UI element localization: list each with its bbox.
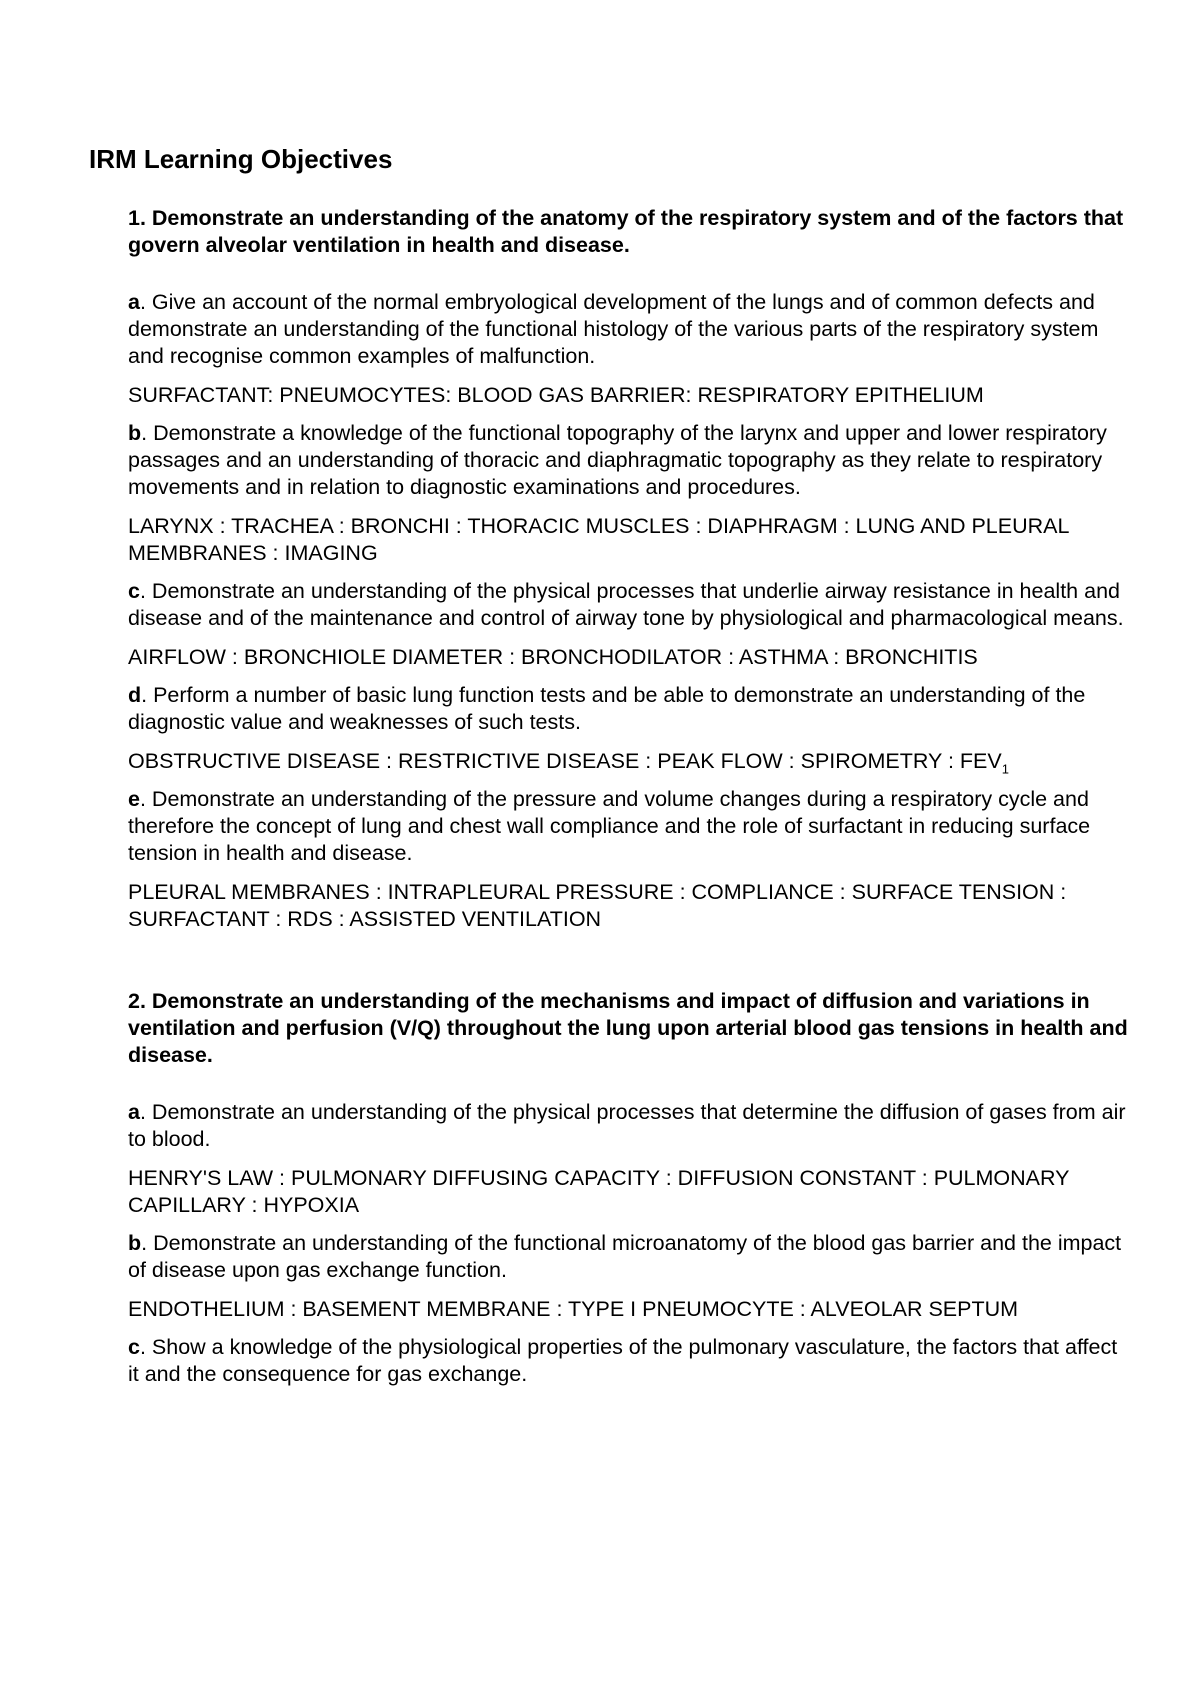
objective-section-2 (128, 988, 1128, 1388)
objective-2a-text (128, 1099, 1128, 1153)
objective-1c-keywords: AIRFLOW : BRONCHIOLE DIAMETER : BRONCHODILATOR : ASTHMA : BRONCHITIS (128, 645, 978, 669)
objective-2b-keywords: ENDOTHELIUM : BASEMENT MEMBRANE : TYPE I PNEUMOCYTE : ALVEOLAR SEPTUM (128, 1297, 1019, 1321)
item-text: . Demonstrate a knowledge of the functional topography of the larynx and upper and lower respiratory passages and an understanding of thoracic and diaphragmatic topography as they relate to respiratory movements and in relation to diagnostic examinations and procedures. (128, 421, 1107, 499)
objective-heading-1: 1. Demonstrate an understanding of the anatomy of the respiratory system and of the factors that govern alveolar ventilation in health and disease. (128, 206, 1124, 257)
objective-section-1 (128, 205, 1128, 933)
item-letter: e (128, 787, 140, 811)
document-body (128, 205, 1128, 1388)
item-letter: b (128, 1231, 142, 1255)
item-text: . Show a knowledge of the physiological properties of the pulmonary vasculature, the factors that affect it and the consequence for gas exchange. (128, 1335, 1118, 1386)
objective-2c-text (128, 1334, 1128, 1388)
item-letter: b (128, 421, 142, 445)
item-letter: d (128, 683, 142, 707)
item-letter: c (128, 1335, 140, 1359)
objective-1b-keywords: LARYNX : TRACHEA : BRONCHI : THORACIC MUSCLES : DIAPHRAGM : LUNG AND PLEURAL MEMBRANES : IMAGING (128, 514, 1069, 565)
fev-subscript: 1 (1001, 761, 1009, 777)
objective-heading-2: 2. Demonstrate an understanding of the mechanisms and impact of diffusion and variations in ventilation and perfusion (V/Q) throughout the lung upon arterial blood gas tensions in health and disease. (128, 989, 1128, 1067)
document-title: IRM Learning Objectives (89, 144, 393, 174)
item-letter: a (128, 1100, 140, 1124)
objective-1a-text (128, 289, 1128, 370)
objective-2a-keywords: HENRY'S LAW : PULMONARY DIFFUSING CAPACITY : DIFFUSION CONSTANT : PULMONARY CAPILLARY : HYPOXIA (128, 1166, 1070, 1217)
item-text: . Demonstrate an understanding of the physical processes that determine the diffusion of gases from air to blood. (128, 1100, 1126, 1151)
objective-1e-keywords: PLEURAL MEMBRANES : INTRAPLEURAL PRESSURE : COMPLIANCE : SURFACE TENSION : SURFACTANT : RDS : ASSISTED VENTILATION (128, 880, 1067, 931)
item-letter: a (128, 290, 140, 314)
objective-1b-text (128, 420, 1128, 501)
keywords-text: OBSTRUCTIVE DISEASE : RESTRICTIVE DISEASE : PEAK FLOW : SPIROMETRY : FEV (128, 749, 1002, 773)
item-text: . Demonstrate an understanding of the functional microanatomy of the blood gas barrier and the impact of disease upon gas exchange function. (128, 1231, 1122, 1282)
objective-2b-text (128, 1230, 1128, 1284)
item-text: . Demonstrate an understanding of the pressure and volume changes during a respiratory cycle and therefore the concept of lung and chest wall compliance and the role of surfactant in reducing surface tension in health and disease. (128, 787, 1091, 865)
item-letter: c (128, 579, 140, 603)
item-text: . Give an account of the normal embryological development of the lungs and of common defects and demonstrate an understanding of the functional histology of the various parts of the respiratory system and recognise common examples of malfunction. (128, 290, 1099, 368)
objective-1c-text (128, 578, 1128, 632)
item-text: . Perform a number of basic lung function tests and be able to demonstrate an understanding of the diagnostic value and weaknesses of such tests. (128, 683, 1086, 734)
objective-1a-keywords: SURFACTANT: PNEUMOCYTES: BLOOD GAS BARRIER: RESPIRATORY EPITHELIUM (128, 383, 984, 407)
item-text: . Demonstrate an understanding of the physical processes that underlie airway resistance in health and disease and of the maintenance and control of airway tone by physiological and pharmacological means. (128, 579, 1124, 630)
objective-1d-keywords (128, 748, 1128, 775)
objective-1d-text (128, 682, 1128, 736)
objective-1e-text (128, 786, 1128, 867)
